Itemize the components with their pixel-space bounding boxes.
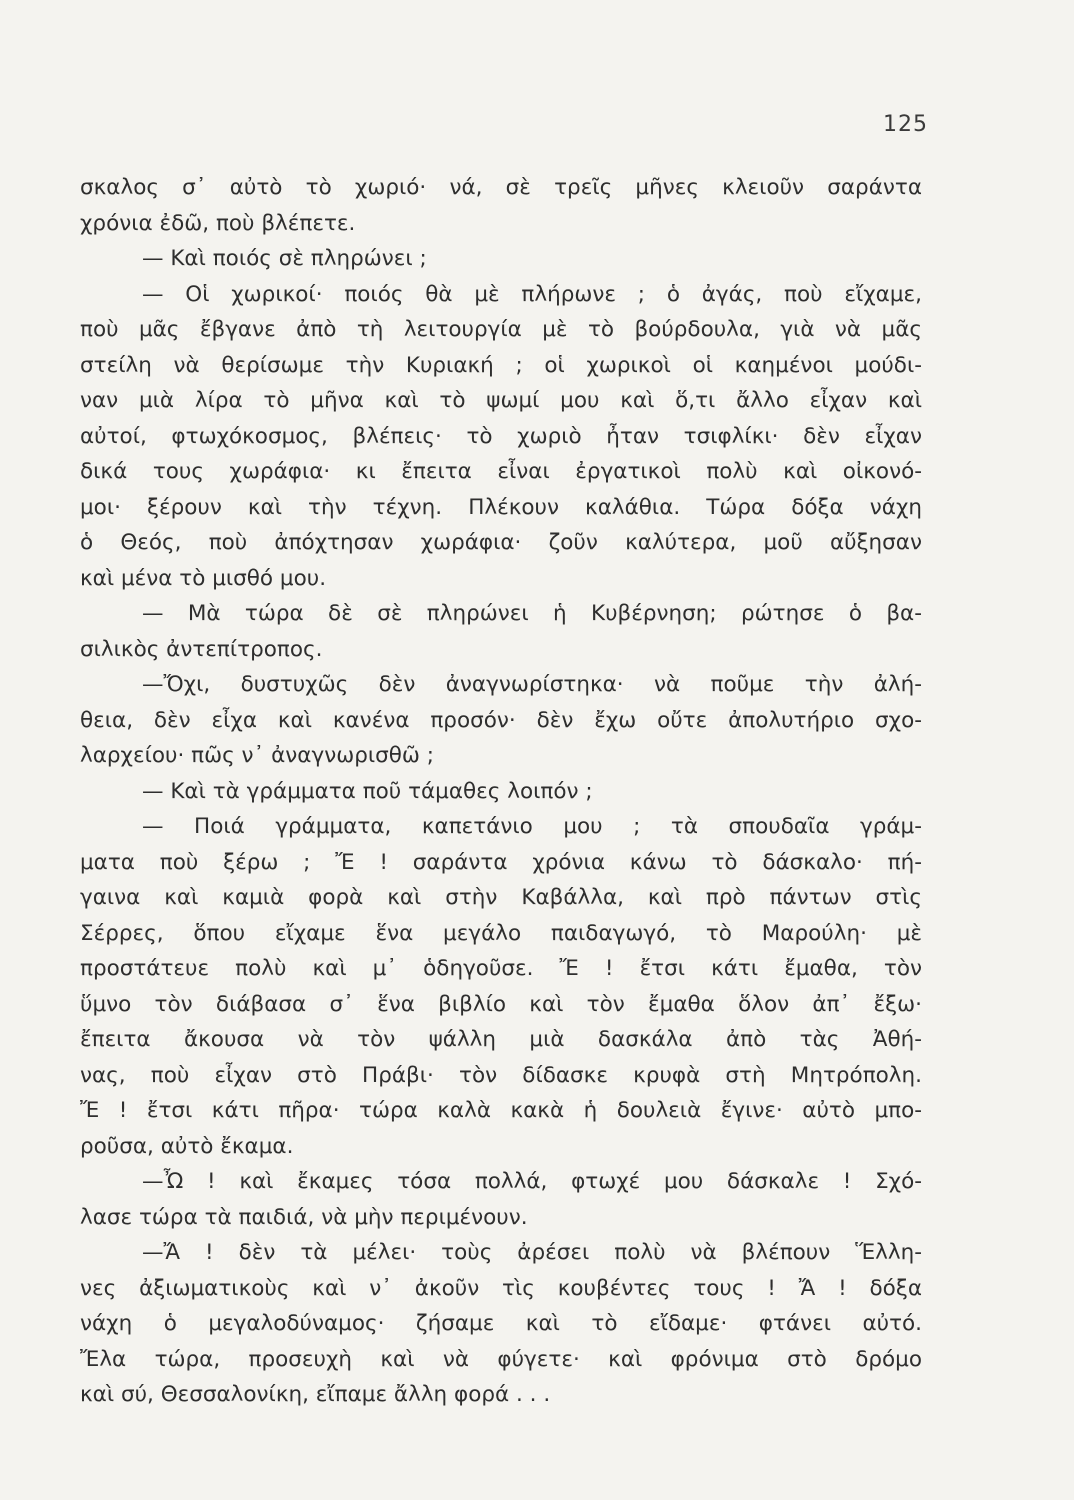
text-line: σκαλος σ᾽ αὐτὸ τὸ χωριό· νά, σὲ τρεῖς μῆνες κλειοῦν σαράντα: [80, 175, 922, 200]
text-line: καὶ μένα τὸ μισθό μου.: [80, 565, 327, 591]
text-line: νες ἀξιωματικοὺς καὶ ν᾽ ἀκοῦν τὶς κουβέντες τους ! Ἄ ! δόξα: [80, 1275, 922, 1301]
text-line: — Οἱ χωρικοί· ποιός θὰ μὲ πλήρωνε ; ὁ ἀγάς, ποὺ εἴχαμε,: [142, 281, 922, 307]
text-line: λαρχείου· πῶς ν᾽ ἀναγνωρισθῶ ;: [80, 743, 434, 768]
text-line: ναν μιὰ λίρα τὸ μῆνα καὶ τὸ ψωμί μου καὶ ὅ,τι ἄλλο εἶχαν καὶ: [80, 388, 922, 413]
text-line: — Καὶ τὰ γράμματα ποῦ τάμαθες λοιπόν ;: [142, 778, 593, 804]
text-line: θεια, δὲν εἶχα καὶ κανένα προσόν· δὲν ἔχω οὔτε ἀπολυτήριο σχο-: [80, 707, 922, 733]
text-line: ματα ποὺ ξέρω ; Ἔ ! σαράντα χρόνια κάνω τὸ δάσκαλο· πή-: [80, 849, 922, 875]
text-line: στείλη νὰ θερίσωμε τὴν Κυριακή ; οἱ χωρικοὶ οἱ καημένοι μούδι-: [80, 352, 922, 378]
text-line: προστάτευε πολὺ καὶ μ᾽ ὁδηγοῦσε. Ἔ ! ἔτσι κάτι ἔμαθα, τὸν: [80, 956, 922, 981]
page-number: 125: [883, 112, 928, 137]
text-line: γαινα καὶ καμιὰ φορὰ καὶ στὴν Καβάλλα, καὶ πρὸ πάντων στὶς: [80, 885, 922, 910]
text-line: —Ἄ ! δὲν τὰ μέλει· τοὺς ἀρέσει πολὺ νὰ βλέπουν Ἕλλη-: [142, 1240, 922, 1265]
text-line: ὁ Θεός, ποὺ ἀπόχτησαν χωράφια· ζοῦν καλύτερα, μοῦ αὔξησαν: [80, 530, 922, 555]
text-line: Ἔ ! ἔτσι κάτι πῆρα· τώρα καλὰ κακὰ ἡ δουλειὰ ἔγινε· αὐτὸ μπο-: [80, 1098, 922, 1123]
text-line: ποὺ μᾶς ἔβγανε ἀπὸ τὴ λειτουργία μὲ τὸ βούρδουλα, γιὰ νὰ μᾶς: [80, 317, 922, 342]
text-line: μοι· ξέρουν καὶ τὴν τέχνη. Πλέκουν καλάθια. Τώρα δόξα νάχη: [80, 494, 922, 520]
text-line: —Ὄχι, δυστυχῶς δὲν ἀναγνωρίστηκα· νὰ ποῦμε τὴν ἀλή-: [142, 672, 922, 697]
text-line: νάχη ὁ μεγαλοδύναμος· ζήσαμε καὶ τὸ εἴδαμε· φτάνει αὐτό.: [80, 1311, 922, 1336]
text-line: δικά τους χωράφια· κι ἔπειτα εἶναι ἐργατικοὶ πολὺ καὶ οἰκονό-: [80, 459, 922, 484]
text-line: ροῦσα, αὐτὸ ἔκαμα.: [80, 1133, 294, 1159]
text-line: —Ὦ ! καὶ ἔκαμες τόσα πολλά, φτωχέ μου δάσκαλε ! Σχό-: [142, 1169, 922, 1194]
text-line: νας, ποὺ εἶχαν στὸ Πράβι· τὸν δίδασκε κρυφὰ στὴ Μητρόπολη.: [80, 1062, 922, 1088]
text-line: αὐτοί, φτωχόκοσμος, βλέπεις· τὸ χωριὸ ἦταν τσιφλίκι· δὲν εἶχαν: [80, 423, 922, 449]
text-line: — Ποιά γράμματα, καπετάνιο μου ; τὰ σπουδαῖα γράμ-: [142, 814, 922, 839]
text-line: ὕμνο τὸν διάβασα σ᾽ ἕνα βιβλίο καὶ τὸν ἔμαθα ὅλον ἀπ᾽ ἔξω·: [80, 991, 922, 1017]
text-line: Σέρρες, ὅπου εἴχαμε ἕνα μεγάλο παιδαγωγό, τὸ Μαρούλη· μὲ: [80, 920, 922, 946]
body-text: [80, 170, 922, 1413]
text-line: χρόνια ἐδῶ, ποὺ βλέπετε.: [80, 210, 356, 236]
text-line: — Καὶ ποιός σὲ πληρώνει ;: [142, 246, 427, 271]
text-line: λασε τώρα τὰ παιδιά, νὰ μὴν περιμένουν.: [80, 1204, 528, 1230]
text-line: Ἔλα τώρα, προσευχὴ καὶ νὰ φύγετε· καὶ φρόνιμα στὸ δρόμο: [80, 1346, 922, 1372]
text-line: ἔπειτα ἄκουσα νὰ τὸν ψάλλη μιὰ δασκάλα ἀπὸ τὰς Ἀθή-: [80, 1027, 922, 1052]
text-line: καὶ σύ, Θεσσαλονίκη, εἴπαμε ἄλλη φορά . . .: [80, 1382, 551, 1407]
text-line: σιλικὸς ἀντεπίτροπος.: [80, 636, 323, 662]
text-line: — Μὰ τώρα δὲ σὲ πληρώνει ἡ Κυβέρνηση; ρώτησε ὁ βα-: [142, 601, 922, 626]
